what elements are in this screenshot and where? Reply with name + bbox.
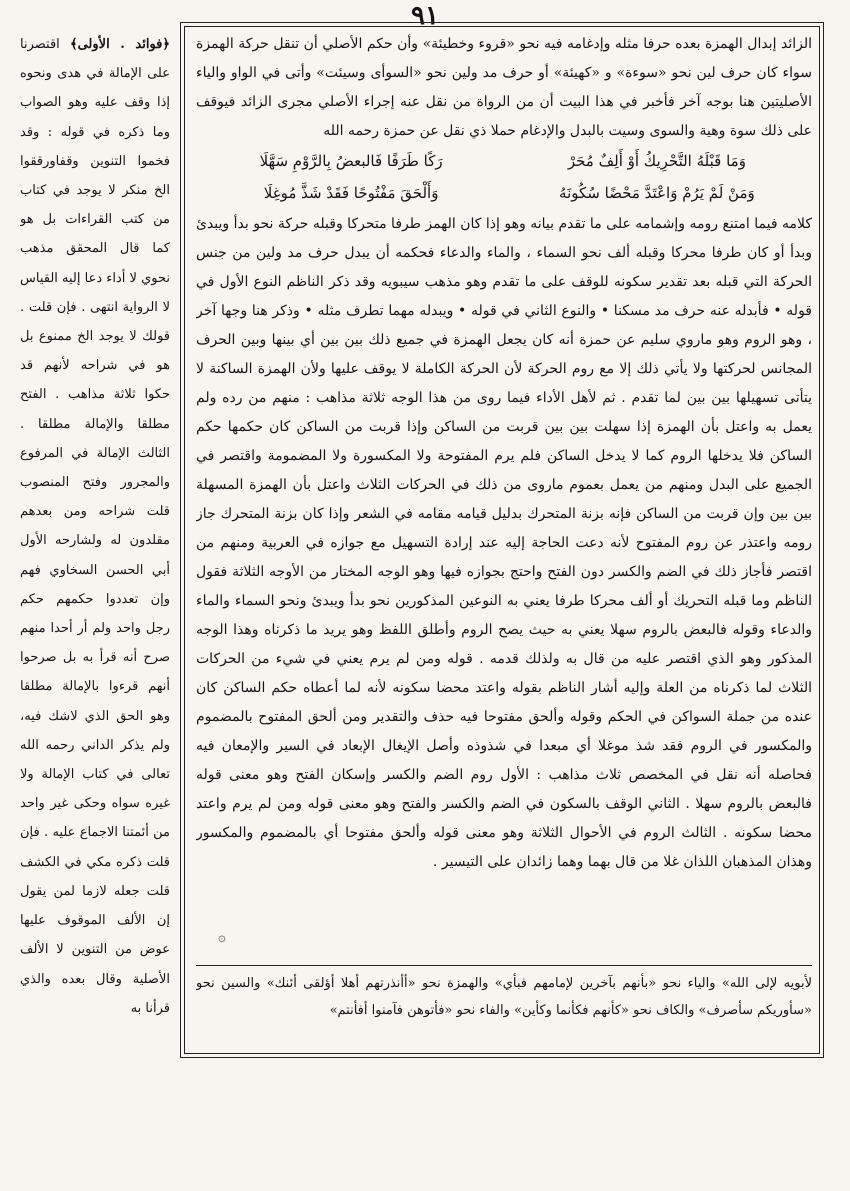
verse-2-second-hemistich: وَأَلْحَقَ مَفْتُوحًا فَقَدْ شَذَّ مُوغِلَا — [263, 184, 439, 202]
margin-heading: ﴿فوائد . الأولى﴾ — [69, 37, 170, 52]
verse-1-second-hemistich: رَكًا طَرَفًا فَالبعضُ بِالرَّوْمِ سَهَّلَا — [259, 152, 443, 170]
intro-paragraph: الزائد إبدال الهمزة بعده حرفا مثله وإدغامه فيه نحو «قروء وخطيئة» وأن حكم الأصلي أن تنقل حركة الهمزة سواء كان حرف لين نحو «سوءة» و «كهيئة» أو حرف مد ولين نحو «السوأى وسيئت» وأتى في الواو والياء الأصليتين هنا بوجه آخر فأخبر في هذا البيت أن من الرواة من نقل عنه إجراء الأصلي مجرى الزائد فيوقف على ذلك سوة وهية والسوى وسيت بالبدل والإدغام حملا ذي نقل عن حمزة رحمه الله — [196, 36, 812, 139]
margin-text: اقتصرنا على الإمالة في هدى ونحوه إذا وقف عليه وهو الصواب وما ذكره في قوله : وقد فخموا التنوين وقفاورققوا الخ منكر لا يوجد في كتاب من كتب القراءات بل هو كما قال المحقق مذهب نحوي لا أداء دعا إليه القياس لا الرواية انتهى . فإن قلت . قولك لا يوجد الخ ممنوع بل هو في شراحه لأنهم قد حكوا ثلاثة مذاهب . الفتح مطلقا والإمالة مطلقا . الثالث الإمالة في المرفوع والمجرور وفتح المنصوب قلت شراحه ومن بعدهم مقلدون له ولشارحه الأول أبي الحسن السخاوي فهم وإن تعددوا حكمهم حكم رجل واحد ولم أر أحدا منهم صرح أنه قرأ به بل صرحوا أنهم قرءوا بالإمالة مطلقا وهو الحق الذي لاشك فيه، ولم يذكر الداني رحمه الله تعالى في كتاب الإمالة ولا غيره سواه وحكى غير واحد من أئمتنا الاجماع عليه . فإن قلت ذكره مكي في الكشف قلت جعله لازما لمن يقول إن الألف الموقوف عليها عوض من التنوين لا الألف الأصلية وقال بعده والذي قرأنا به — [20, 37, 170, 1016]
footnote-block: لأبويه لإلى الله» والياء نحو «بأنهم بآخرين لإمامهم فبأي» والهمزة نحو «أأنذرتهم أهلا أؤلقى أئنك» والسين نحو «سأوريكم سأصرف» والكاف نحو «كأنهم فكأنما وكأين» والفاء نحو «فأتوهن فآمنوا أفأنتم» — [196, 976, 812, 1018]
verse-2-first-hemistich: وَمَنْ لَمْ يَرُمْ وَاعْتَدَّ مَحْضًا سُكُونَهُ — [559, 184, 755, 202]
page-number: ٩١ — [411, 1, 439, 31]
verse-line-1 — [196, 146, 812, 178]
verse-1-first-hemistich: وَمَا قَبْلَهُ التَّحْرِيكُ أَوْ أَلِفٌ مُحَرْ — [567, 152, 746, 170]
commentary-paragraph: كلامه فيما امتنع رومه وإشمامه على ما تقدم بيانه وهو إذا كان الهمز طرفا متحركا وقبله حركة نحو بدأ ويبدئ وبدأ أو كان طرفا محركا وقبله ألف نحو السماء ، والماء والدعاء فحكمه أن يبدل حرف مد ولين من جنس الحركة التي قبله بعد تقدير سكونه للوقف على ما تقدم وهو مذهب سيبويه وقد ذكر الناظم النوع الأول في قوله • فأبدله عنه حرف مد مسكنا • والنوع الثاني في قوله • ويبدله مهما تطرف مثله • وذكر هنا وجها آخر ، وهو الروم وهو ماروي سليم عن حمزة أنه كان يجعل الهمزة في جميع ذلك بين بين أي بينها وبين الحرف المجانس لحركتها ولا يأتي ذلك إلا مع روم الحركة لأن الحركة الكاملة لا يوقف عليها ولأن الهمزة الساكنة لا يتأتى تسهيلها بين بين لما تقدم . ثم لأهل الأداء فيما روى من هذا الوجه ثلاثة مذاهب : منهم من رده ولم يعمل به واعتل بأن الهمزة إذا سهلت بين بين قربت من الساكن وإذا قربت من الساكن كان حكمها حكم الساكن فلا يدخلها الروم كما لا يدخل الساكن فلم يرم المفتوحة ولا المكسورة ولا المضمومة واقتصر في الجميع على البدل ومنهم من يعمل بعموم ماروى من ذلك في الحركات الثلاث واعتل بأن الهمزة المسهلة بين بين وإن قربت من الساكن فإنه بزنة المتحرك بدليل قيامه مقامه في الشعر وإذا كان بزنة المتحرك جاز رومه واعتذر عن روم المفتوح لأنه دعت الحاجة إليه عند إرادة التسهيل مع جوازه في العربية ومنهم من اقتصر فأجاز ذلك في الضم والكسر دون الفتح واحتج بجوازه فيها وهو الوجه المختار من الأوجه الثلاثة فقول الناظم وما قبله التحريك أو ألف محركا طرفا يعني به النوعين المذكورين نحو بدأ ويبدئ ونحو السماء والماء والدعاء وقوله فالبعض بالروم سهلا يعني به حيث يصح الروم وأطلق اللفظ وهو يريد ما ذكرناه وهذا الوجه المذكور وهو الذي اقتصر عليه من قال به ولذلك قدمه . قوله ومن لم يرم يعني في شيء من الحركات الثلاث لما ذكرناه من العلة وإليه أشار الناظم بقوله واعتد محضا سكونه لأنه لما أعطاه حكم الساكن كان عنده من جملة السواكن في الحكم وقوله وألحق مفتوحا فيه حذف والتقدير ومن ألحق المفتوح بالمضموم والمكسور في الروم فقد شذ موغلا أي مبعدا في شذوذه وأصل الإيغال الإبعاد في السير والإمعان فيه فحاصله أنه نقل في المخصص ثلاث مذاهب : الأول روم الضم والكسر وإسكان الفتح وهو معنى قوله فالبعض بالروم سهلا . الثاني الوقف بالسكون في الضم والكسر والفتح وهو معنى قوله ومن لم يرم واعتد محضا سكونه . الثالث الروم في الأحوال الثلاثة وهو معنى قوله وألحق مفتوحا أي بالمضموم والمكسور وهذان المذهبان اللذان غلا من قال بهما وهما زائدان على التيسير . — [196, 216, 812, 870]
end-ornament: ۞ — [218, 930, 226, 945]
main-text-block — [196, 30, 812, 962]
footnote-separator — [196, 965, 812, 966]
verse-line-2 — [196, 178, 812, 210]
margin-commentary — [20, 30, 170, 1060]
